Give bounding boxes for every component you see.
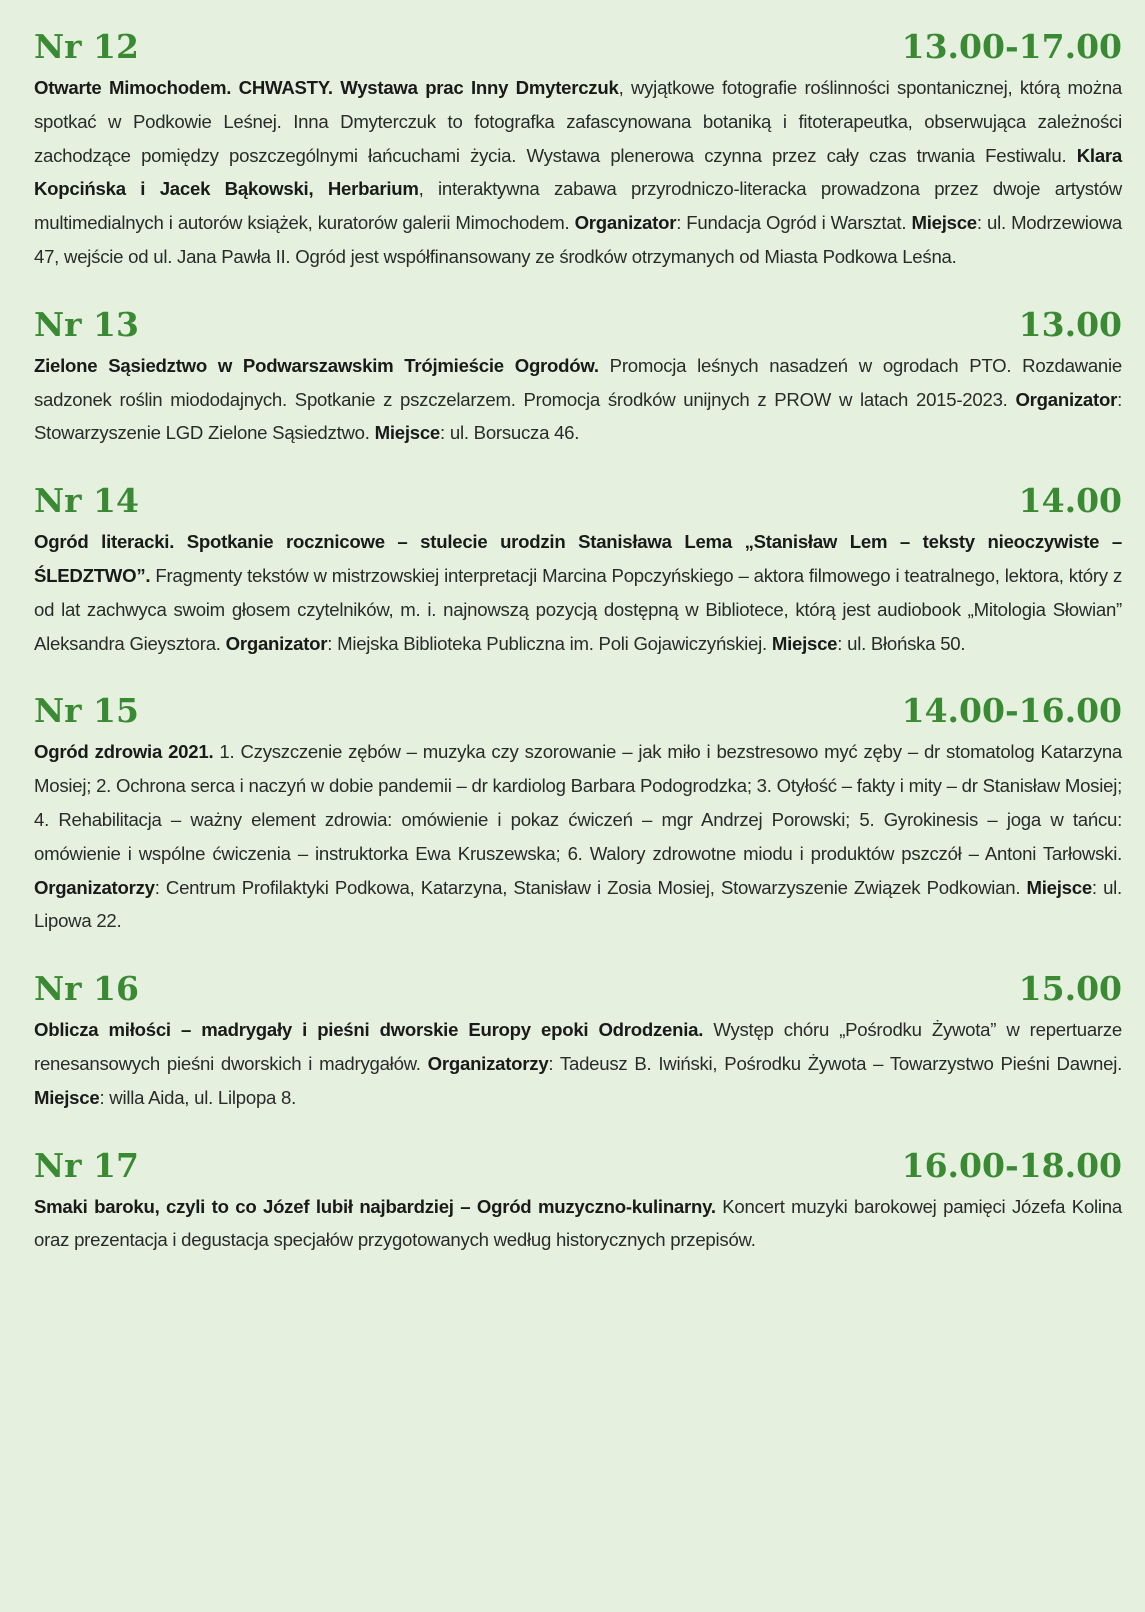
event-header — [34, 969, 1122, 1010]
event-text: Koncert muzyki barokowej pamięci Józefa Kolina oraz prezentacja i degustacja specjałów przygotowanych według historycznych przepisów. — [34, 1195, 1122, 1251]
event-time: 16.00-18.00 — [901, 1145, 1122, 1185]
event-header — [34, 304, 1122, 346]
event-text: , wyjątkowe fotografie roślinności spontanicznej, którą można spotkać w Podkowie Leśnej. Inna Dmyterczuk to fotografka zafascynowana botaniką i fitoterapeutka, obserwująca zależności zachodzące pomiędzy poszczególnymi łańcuchami życia. Wystawa plenerowa czynna przez cały czas trwania Festiwalu. — [34, 77, 1122, 166]
event-13 — [34, 304, 1122, 450]
event-17 — [34, 1145, 1122, 1258]
event-title: Oblicza miłości – madrygały i pieśni dworskie Europy epoki Odrodzenia. — [34, 1019, 704, 1041]
event-time: 14.00-16.00 — [901, 691, 1122, 731]
event-description — [34, 525, 1122, 660]
organizer-value: : Tadeusz B. Iwiński, Pośrodku Żywota – Towarzystwo Pieśni Dawnej. — [548, 1052, 1122, 1074]
event-14 — [34, 481, 1122, 660]
event-title: Ogród zdrowia 2021. — [34, 741, 214, 763]
venue-value: : ul. Modrzewiowa 47, wejście od ul. Jana Pawła II. Ogród jest współfinansowany ze środków otrzymanych od Miasta Podkowa Leśna. — [34, 212, 1122, 267]
event-header — [34, 691, 1122, 732]
event-description — [34, 71, 1122, 274]
event-text: Fragmenty tekstów w mistrzowskiej interpretacji Marcina Popczyńskiego – aktora filmowego i teatralnego, lektora, który z od lat zachwyca swoim głosem czytelników, m. i. najnowszą pozycją dostępną w Bibliotece, którą jest audiobook „Mitologia Słowian” Aleksandra Gieysztora. — [34, 564, 1122, 654]
organizer-label: Organizator — [1015, 388, 1118, 410]
event-title: Zielone Sąsiedztwo w Podwarszawskim Trójmieście Ogrodów. — [34, 354, 599, 376]
event-title: Smaki baroku, czyli to co Józef lubił najbardziej – Ogród muzyczno-kulinarny. — [34, 1195, 716, 1217]
venue-label: Miejsce — [771, 632, 838, 654]
event-time: 13.00-17.00 — [901, 27, 1122, 66]
event-header — [34, 481, 1122, 522]
event-description — [34, 1013, 1122, 1114]
event-number: Nr 14 — [34, 481, 139, 521]
event-time: 13.00 — [1018, 304, 1122, 344]
venue-label: Miejsce — [1026, 876, 1092, 898]
event-16 — [34, 969, 1123, 1114]
event-description — [34, 349, 1122, 450]
venue-label: Miejsce — [374, 422, 441, 444]
event-number: Nr 15 — [34, 691, 139, 731]
event-description — [34, 1190, 1122, 1258]
organizer-value: : Fundacja Ogród i Warsztat. — [676, 212, 912, 234]
event-15 — [34, 691, 1123, 938]
venue-label: Miejsce — [34, 1086, 100, 1108]
organizer-value: : Centrum Profilaktyki Podkowa, Katarzyna, Stanisław i Zosia Mosiej, Stowarzyszenie Związek Podkowian. — [154, 876, 1027, 898]
venue-value: : ul. Borsucza 46. — [440, 422, 580, 444]
venue-value: : willa Aida, ul. Lilpopa 8. — [99, 1086, 297, 1108]
event-number: Nr 12 — [34, 27, 139, 66]
organizer-label: Organizator — [225, 632, 328, 654]
event-text: 1. Czyszczenie zębów – muzyka czy szorowanie – jak miło i bezstresowo myć zęby – dr stomatolog Katarzyna Mosiej; 2. Ochrona serca i naczyń w dobie pandemii – dr kardiolog Barbara Podogrodzka; 3. Otyłość – fakty i mity – dr Stanisław Mosiej; 4. Rehabilitacja – ważny element zdrowia: omówienie i pokaz ćwiczeń – mgr Andrzej Porowski; 5. Gyrokinesis – joga w tańcu: omówienie i wspólne ćwiczenia – instruktorka Ewa Kruszewska; 6. Walory zdrowotne miodu i produktów pszczół – Antoni Tarłowski. — [34, 741, 1123, 864]
event-header — [34, 27, 1122, 68]
event-time: 15.00 — [1018, 969, 1122, 1009]
event-header — [34, 1145, 1122, 1187]
venue-value: : ul. Lipowa 22. — [34, 876, 1122, 932]
event-description — [34, 735, 1122, 938]
event-text: Promocja leśnych nasadzeń w ogrodach PTO. Rozdawanie sadzonek roślin miododajnych. Spotkanie z pszczelarzem. Promocja środków unijnych z PROW w latach 2015-2023. — [34, 354, 1122, 410]
event-subtitle: Klara Kopcińska i Jacek Bąkowski, Herbarium — [34, 144, 1122, 200]
event-12 — [34, 27, 1122, 274]
program-page — [34, 27, 1123, 1291]
organizer-value: : Miejska Biblioteka Publiczna im. Poli Gojawiczyńskiej. — [327, 632, 772, 654]
event-number: Nr 16 — [34, 969, 139, 1009]
event-text: , interaktywna zabawa przyrodniczo-literacka prowadzona przez dwoje artystów multimedialnych i autorów książek, kuratorów galerii Mimochodem. — [34, 178, 1122, 234]
organizer-label: Organizatorzy — [34, 876, 155, 898]
event-title: Otwarte Mimochodem. CHWASTY. Wystawa prac Inny Dmyterczuk — [34, 77, 619, 98]
event-time: 14.00 — [1018, 481, 1122, 521]
venue-value: : ul. Błońska 50. — [837, 632, 966, 654]
organizer-label: Organizator — [574, 212, 677, 234]
event-number: Nr 13 — [34, 304, 139, 344]
venue-label: Miejsce — [911, 212, 977, 234]
event-text: Występ chóru „Pośrodku Żywota” w repertuarze renesansowych pieśni dworskich i madrygałów. — [34, 1019, 1123, 1074]
organizer-label: Organizatorzy — [427, 1052, 549, 1074]
organizer-value: : Stowarzyszenie LGD Zielone Sąsiedztwo. — [34, 388, 1122, 444]
event-number: Nr 17 — [34, 1145, 139, 1185]
event-title: Ogród literacki. Spotkanie rocznicowe – stulecie urodzin Stanisława Lema „Stanisław Lem – teksty nieoczywiste – ŚLEDZTWO”. — [34, 531, 1122, 586]
